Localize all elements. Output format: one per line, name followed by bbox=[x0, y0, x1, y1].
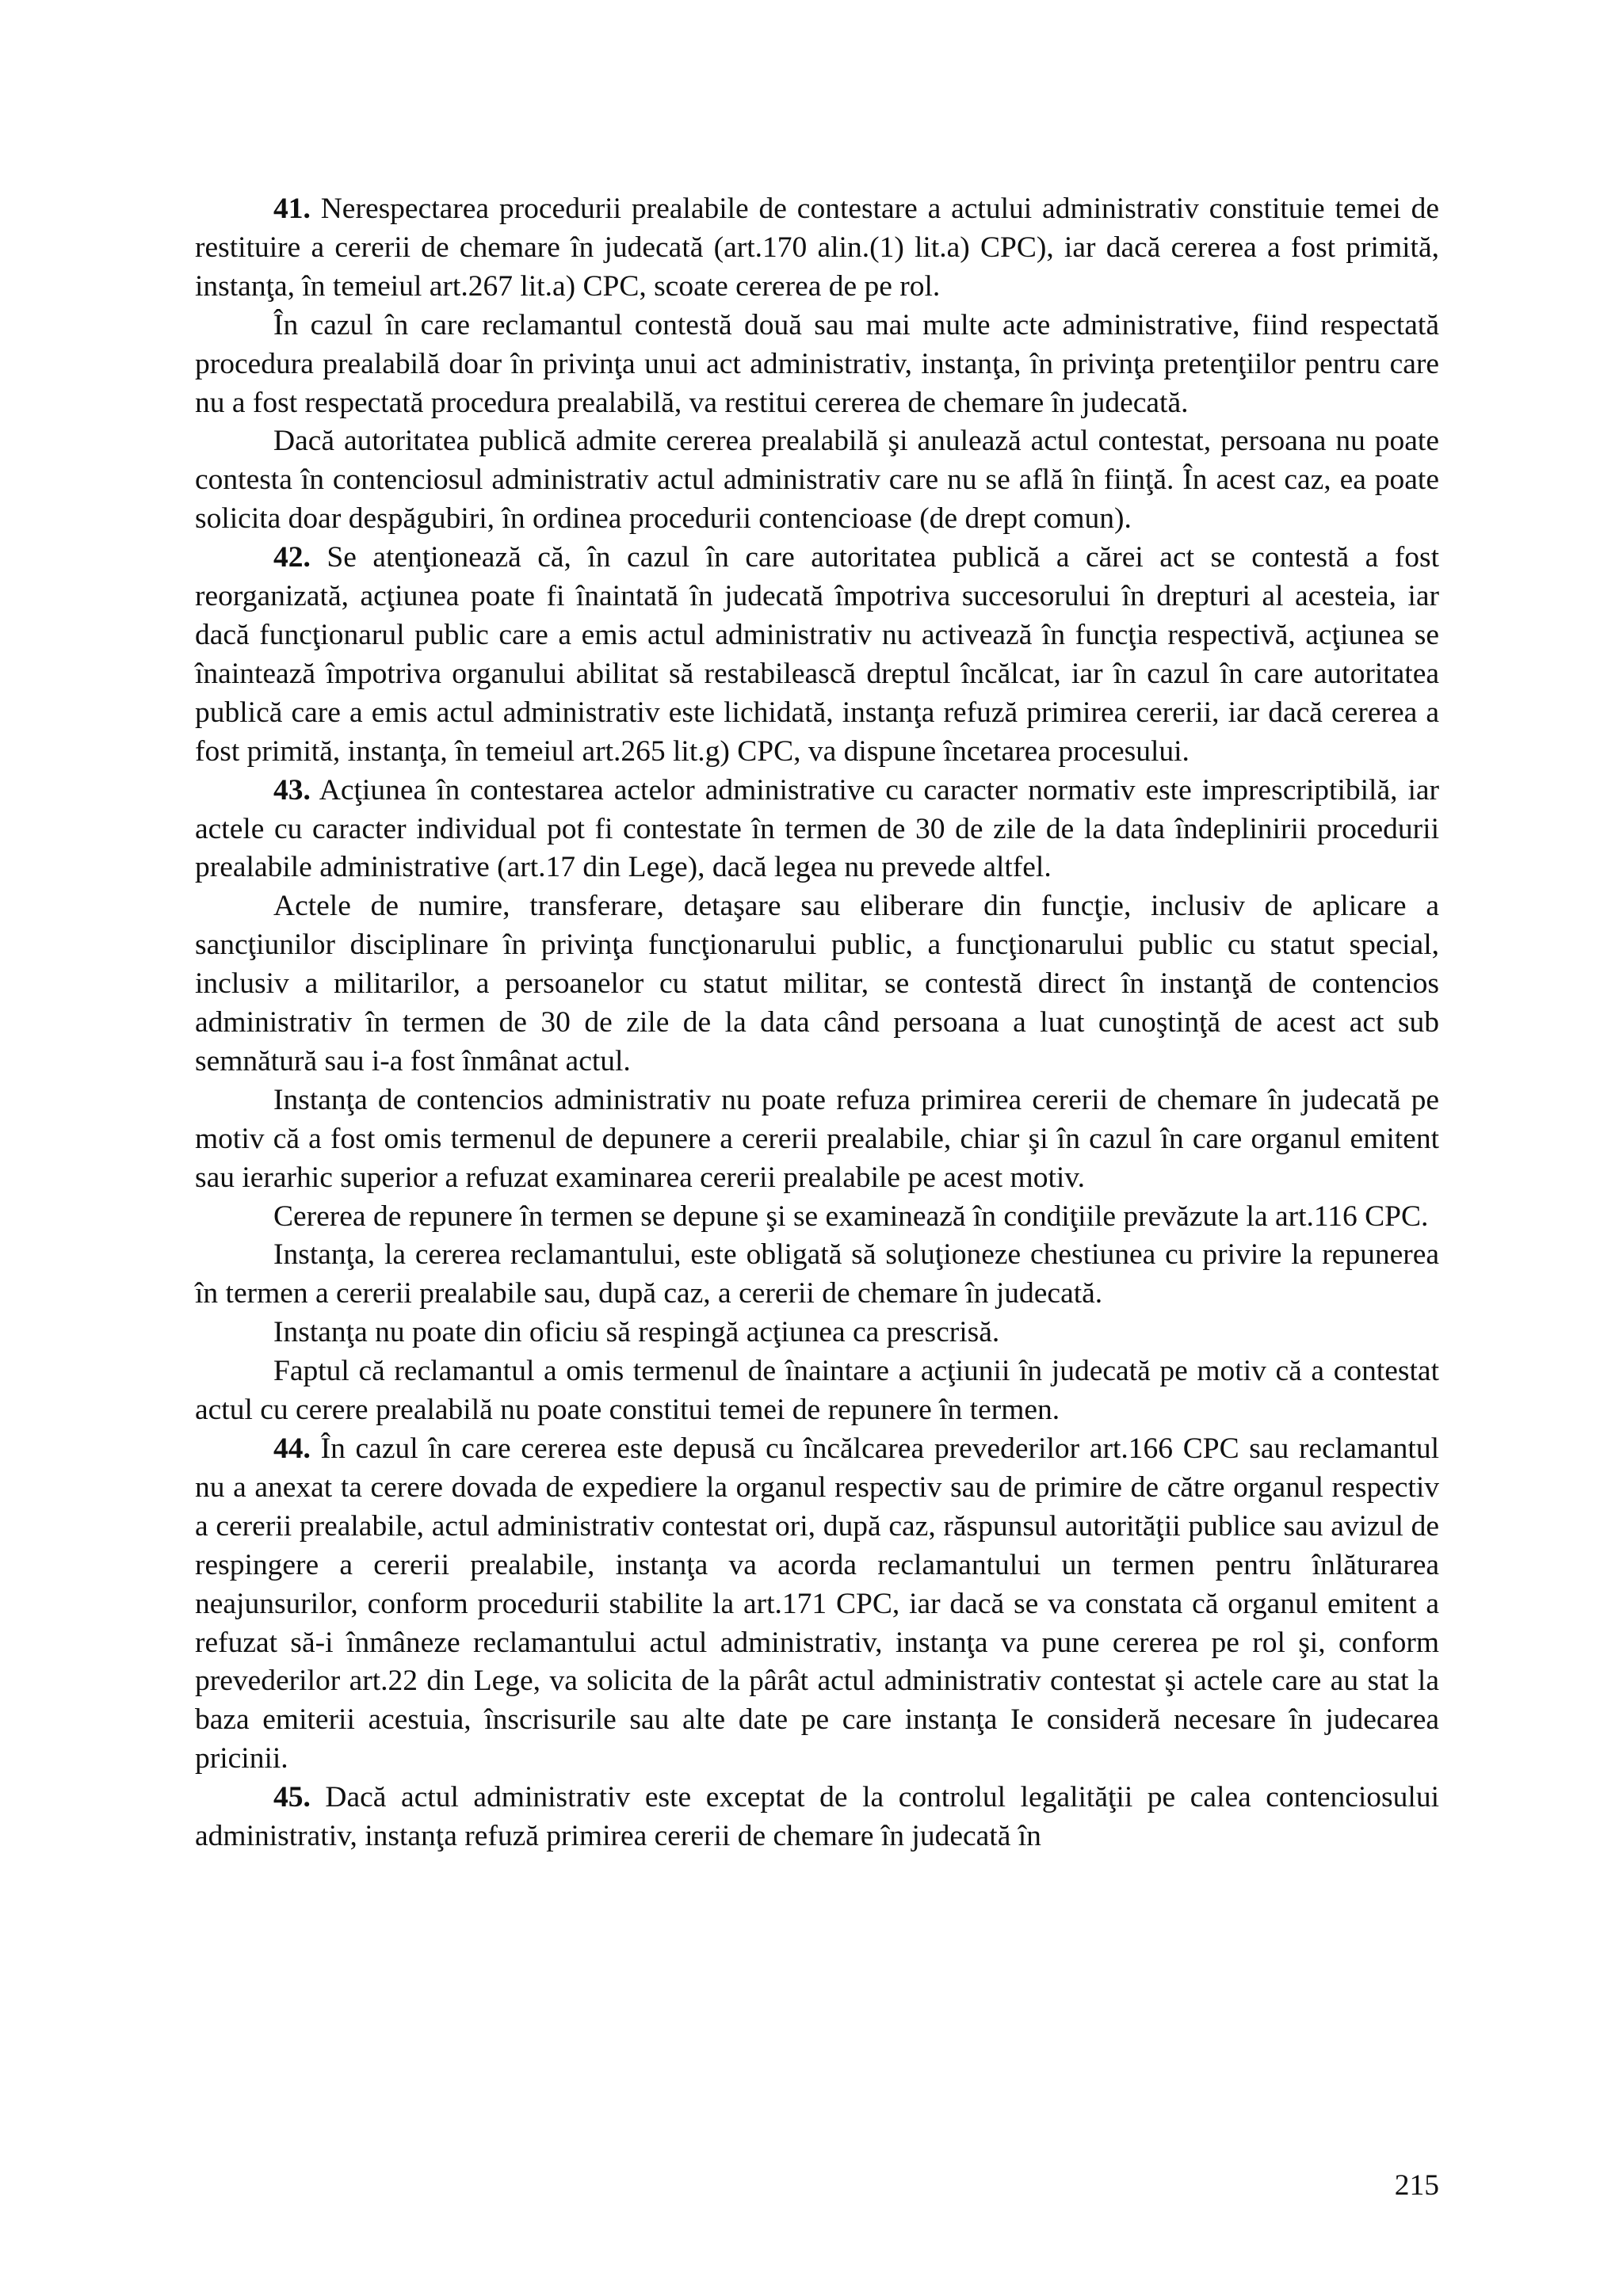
paragraph-text: Se atenţionează că, în cazul în care autoritatea publică a cărei act se contestă a fost reorganizată, acţiunea poate fi înaintată în judecată împotriva succesorului în drepturi al acesteia, iar dacă funcţionarul public care a emis actul administrativ nu activează în funcţia respectivă, acţiunea se înaintează împotriva organului abilitat să restabilească dreptul încălcat, iar în cazul în care autoritatea publică care a emis actul administrativ este lichidată, instanţa refuză primirea cererii, iar dacă cererea a fost primită, instanţa, în temeiul art.265 lit.g) CPC, va dispune încetarea procesului. bbox=[195, 541, 1439, 768]
paragraph-number: 43. bbox=[273, 773, 311, 807]
paragraph-text: Nerespectarea procedurii prealabile de contestare a actului administrativ constituie temei de restituire a cererii de chemare în judecată (art.170 alin.(1) lit.a) CPC), iar dacă cererea a fost primită, instanţa, în temeiul art.267 lit.a) CPC, scoate cererea de pe rol. bbox=[195, 193, 1439, 303]
paragraph-text: Cererea de repunere în termen se depune şi se examinează în condiţiile prevăzute la art.116 CPC. bbox=[273, 1199, 1429, 1233]
paragraph-text: Faptul că reclamantul a omis termenul de înaintare a acţiunii în judecată pe motiv că a contestat actul cu cerere prealabilă nu poate constitui temei de repunere în termen. bbox=[195, 1355, 1439, 1427]
paragraph-43-no-refusal bbox=[195, 1081, 1439, 1198]
paragraph-43-reinstatement-request bbox=[195, 1198, 1439, 1237]
paragraph-number: 41. bbox=[273, 193, 311, 225]
paragraph-43 bbox=[195, 772, 1439, 888]
paragraph-45 bbox=[195, 1779, 1439, 1856]
paragraph-text: Actele de numire, transferare, detaşare sau eliberare din funcţie, inclusiv de aplicare a sancţiunilor disciplinare în privinţa funcţionarului public, a funcţionarului public cu statut special, inclusiv a militarilor, a persoanelor cu statut militar, se contestă direct în instanţă de contencios administrativ în termen de 30 de zile de la data când persoana a luat cunoştinţă de acest act sub semnătură sau i-a fost înmânat actul. bbox=[195, 890, 1439, 1077]
paragraph-41 bbox=[195, 190, 1439, 307]
paragraph-43-appointment-acts bbox=[195, 887, 1439, 1081]
page-body bbox=[195, 190, 1439, 1856]
paragraph-text: Instanţa nu poate din oficiu să respingă acţiunea ca prescrisă. bbox=[273, 1316, 1000, 1349]
paragraph-text: Instanţa de contencios administrativ nu poate refuza primirea cererii de chemare în judecată pe motiv că a fost omis termenul de depunere a cererii prealabile, chiar şi în cazul în care organul emitent sau ierarhic superior a refuzat examinarea cererii prealabile pe acest motiv. bbox=[195, 1083, 1439, 1194]
paragraph-text: Acţiunea în contestarea actelor administrative cu caracter normativ este imprescriptibilă, iar actele cu caracter individual pot fi contestate în termen de 30 de zile de la data îndeplinirii procedurii prealabile administrative (art.17 din Lege), dacă legea nu prevede altfel. bbox=[195, 773, 1439, 884]
paragraph-41-annulled-act bbox=[195, 422, 1439, 539]
paragraph-41-multiple-acts bbox=[195, 307, 1439, 423]
paragraph-44 bbox=[195, 1430, 1439, 1779]
paragraph-42 bbox=[195, 539, 1439, 771]
paragraph-text: Dacă actul administrativ este exceptat de la controlul legalităţii pe calea contenciosului administrativ, instanţa refuză primirea cererii de chemare în judecată în bbox=[195, 1781, 1439, 1853]
paragraph-text: În cazul în care cererea este depusă cu încălcarea prevederilor art.166 CPC sau reclamantul nu a anexat ta cerere dovada de expediere la organul respectiv sau de primire de către organul respectiv a cererii prealabile, actul administrativ contestat ori, după caz, răspunsul autorităţii publice sau avizul de respingere a cererii prealabile, instanţa va acorda reclamantului un termen pentru înlăturarea neajunsurilor, conform procedurii stabilite la art.171 CPC, iar dacă se va constata că organul emitent a refuzat să-i înmâneze reclamantului actul administrativ, instanţa va pune cererea pe rol şi, conform prevederilor art.22 din Lege, va solicita de la pârât actul administrativ contestat şi actele care au stat la baza emiterii acestuia, înscrisurile sau alte date pe care instanţa Ie consideră necesare în judecarea pricinii. bbox=[195, 1432, 1439, 1775]
paragraph-text: În cazul în care reclamantul contestă două sau mai multe acte administrative, fiind respectată procedura prealabilă doar în privinţa unui act administrativ, instanţa, în privinţa pretenţiilor pentru care nu a fost respectată procedura prealabilă, va restitui cererea de chemare în judecată. bbox=[195, 308, 1439, 419]
paragraph-43-missed-term bbox=[195, 1352, 1439, 1430]
paragraph-text: Instanţa, la cererea reclamantului, este obligată să soluţioneze chestiunea cu privire la repunerea în termen a cererii prealabile sau, după caz, a cererii de chemare în judecată. bbox=[195, 1238, 1439, 1310]
paragraph-number: 42. bbox=[273, 541, 311, 574]
paragraph-number: 44. bbox=[273, 1432, 311, 1465]
paragraph-text: Dacă autoritatea publică admite cererea prealabilă şi anulează actul contestat, persoana nu poate contesta în contenciosul administrativ actul administrativ care nu se află în fiinţă. În acest caz, ea poate solicita doar despăgubiri, în ordinea procedurii contencioase (de drept comun). bbox=[195, 425, 1439, 536]
paragraph-number: 45. bbox=[273, 1781, 311, 1814]
paragraph-43-court-obligation bbox=[195, 1236, 1439, 1314]
page-number: 215 bbox=[1394, 2169, 1439, 2202]
paragraph-43-ex-officio bbox=[195, 1314, 1439, 1352]
